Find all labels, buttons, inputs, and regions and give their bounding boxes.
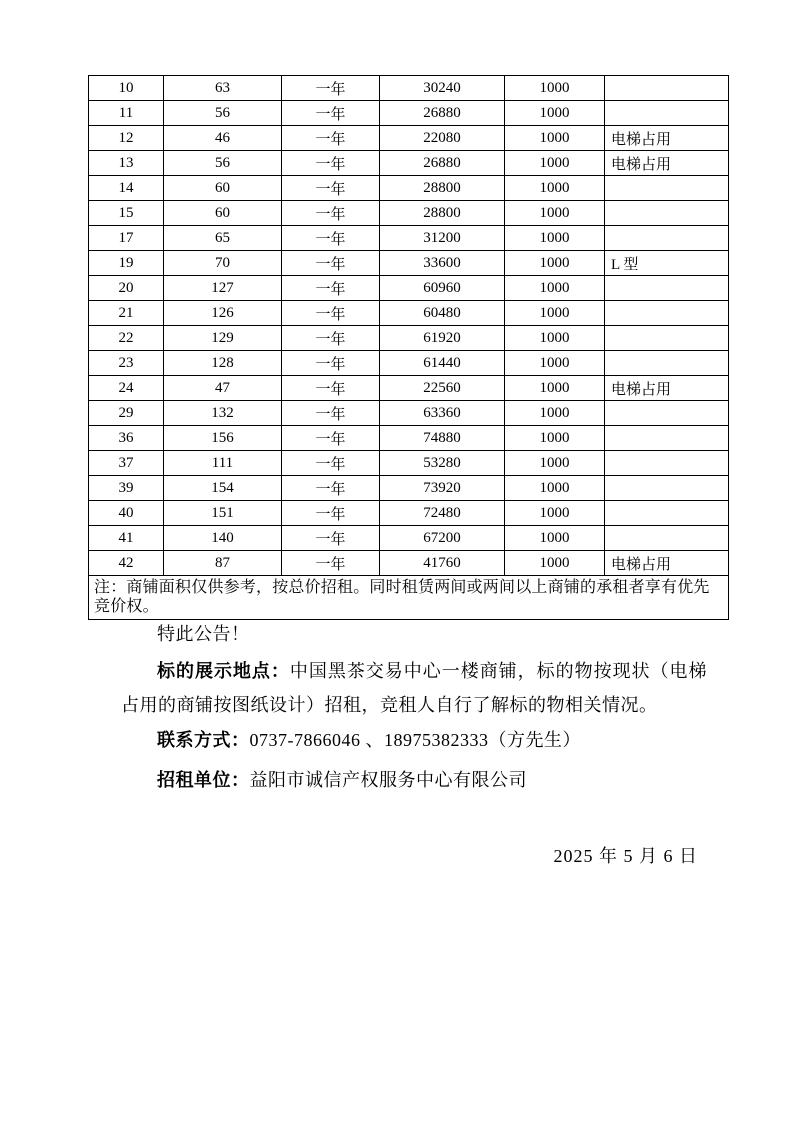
table-cell-price: 30240 bbox=[380, 76, 505, 101]
table-cell-remark bbox=[605, 226, 729, 251]
table-row bbox=[89, 451, 729, 476]
table-row bbox=[89, 226, 729, 251]
table-cell-area: 111 bbox=[164, 451, 282, 476]
table-cell-no: 37 bbox=[89, 451, 164, 476]
table-cell-remark bbox=[605, 326, 729, 351]
table-cell-term: 一年 bbox=[282, 101, 380, 126]
table-cell-deposit: 1000 bbox=[505, 201, 605, 226]
table-row bbox=[89, 76, 729, 101]
table-row bbox=[89, 251, 729, 276]
table-cell-price: 33600 bbox=[380, 251, 505, 276]
contact-paragraph bbox=[157, 730, 581, 750]
table-cell-term: 一年 bbox=[282, 526, 380, 551]
table-cell-deposit: 1000 bbox=[505, 551, 605, 576]
table-cell-term: 一年 bbox=[282, 251, 380, 276]
table-cell-area: 140 bbox=[164, 526, 282, 551]
table-cell-area: 47 bbox=[164, 376, 282, 401]
table-cell-remark bbox=[605, 451, 729, 476]
table-cell-no: 21 bbox=[89, 301, 164, 326]
table-cell-deposit: 1000 bbox=[505, 126, 605, 151]
table-cell-term: 一年 bbox=[282, 226, 380, 251]
table-cell-no: 29 bbox=[89, 401, 164, 426]
table-cell-deposit: 1000 bbox=[505, 376, 605, 401]
table-cell-no: 12 bbox=[89, 126, 164, 151]
table-cell-price: 28800 bbox=[380, 201, 505, 226]
table-cell-remark: 电梯占用 bbox=[605, 551, 729, 576]
table-row bbox=[89, 276, 729, 301]
table-cell-deposit: 1000 bbox=[505, 276, 605, 301]
table-cell-term: 一年 bbox=[282, 176, 380, 201]
date-line: 2025 年 5 月 6 日 bbox=[553, 846, 698, 866]
table-cell-no: 13 bbox=[89, 151, 164, 176]
table-cell-price: 63360 bbox=[380, 401, 505, 426]
display-location-text: 中国黑茶交易中心一楼商铺，标的物按现状（电梯占用的商铺按图纸设计）招租，竞租人自行了解标的物相关情况。 bbox=[121, 661, 707, 715]
table-cell-term: 一年 bbox=[282, 76, 380, 101]
table-cell-remark bbox=[605, 426, 729, 451]
table-cell-term: 一年 bbox=[282, 301, 380, 326]
table-cell-deposit: 1000 bbox=[505, 151, 605, 176]
table-cell-price: 22080 bbox=[380, 126, 505, 151]
display-location-label: 标的展示地点： bbox=[157, 661, 290, 681]
table-cell-area: 87 bbox=[164, 551, 282, 576]
table-cell-area: 132 bbox=[164, 401, 282, 426]
table-cell-price: 74880 bbox=[380, 426, 505, 451]
table-cell-no: 24 bbox=[89, 376, 164, 401]
shop-lots-table bbox=[88, 75, 729, 620]
table-row bbox=[89, 526, 729, 551]
table-cell-remark: 电梯占用 bbox=[605, 376, 729, 401]
table-cell-price: 31200 bbox=[380, 226, 505, 251]
table-cell-area: 46 bbox=[164, 126, 282, 151]
table-cell-no: 17 bbox=[89, 226, 164, 251]
table-cell-deposit: 1000 bbox=[505, 76, 605, 101]
table-cell-price: 67200 bbox=[380, 526, 505, 551]
table-cell-remark bbox=[605, 401, 729, 426]
table-cell-deposit: 1000 bbox=[505, 176, 605, 201]
table-row bbox=[89, 126, 729, 151]
table-cell-area: 128 bbox=[164, 351, 282, 376]
table-cell-deposit: 1000 bbox=[505, 226, 605, 251]
table-cell-term: 一年 bbox=[282, 201, 380, 226]
table-cell-remark bbox=[605, 276, 729, 301]
table-footnote: 注：商铺面积仅供参考，按总价招租。同时租赁两间或两间以上商铺的承租者享有优先竞价权。 bbox=[89, 576, 729, 620]
table-cell-deposit: 1000 bbox=[505, 351, 605, 376]
table-cell-remark bbox=[605, 176, 729, 201]
table-cell-no: 19 bbox=[89, 251, 164, 276]
table-cell-deposit: 1000 bbox=[505, 501, 605, 526]
table-row bbox=[89, 176, 729, 201]
table-cell-no: 41 bbox=[89, 526, 164, 551]
table-cell-term: 一年 bbox=[282, 326, 380, 351]
table-cell-area: 154 bbox=[164, 476, 282, 501]
table-cell-remark bbox=[605, 476, 729, 501]
table-cell-price: 60480 bbox=[380, 301, 505, 326]
table-cell-price: 22560 bbox=[380, 376, 505, 401]
table-cell-area: 70 bbox=[164, 251, 282, 276]
table-cell-price: 72480 bbox=[380, 501, 505, 526]
table-cell-price: 41760 bbox=[380, 551, 505, 576]
table-cell-price: 73920 bbox=[380, 476, 505, 501]
table-cell-remark bbox=[605, 101, 729, 126]
lots-table-footer bbox=[89, 576, 729, 620]
table-cell-no: 10 bbox=[89, 76, 164, 101]
table-cell-price: 60960 bbox=[380, 276, 505, 301]
footnote-row bbox=[89, 576, 729, 620]
table-row bbox=[89, 326, 729, 351]
table-cell-area: 127 bbox=[164, 276, 282, 301]
table-cell-no: 42 bbox=[89, 551, 164, 576]
table-cell-term: 一年 bbox=[282, 351, 380, 376]
table-cell-remark bbox=[605, 201, 729, 226]
table-cell-price: 26880 bbox=[380, 101, 505, 126]
table-cell-deposit: 1000 bbox=[505, 251, 605, 276]
table-cell-no: 11 bbox=[89, 101, 164, 126]
table-row bbox=[89, 201, 729, 226]
table-cell-term: 一年 bbox=[282, 126, 380, 151]
table-cell-term: 一年 bbox=[282, 501, 380, 526]
table-row bbox=[89, 426, 729, 451]
table-row bbox=[89, 401, 729, 426]
table-cell-deposit: 1000 bbox=[505, 326, 605, 351]
table-cell-remark bbox=[605, 301, 729, 326]
table-cell-remark bbox=[605, 501, 729, 526]
announcement-line: 特此公告！ bbox=[157, 624, 250, 644]
table-cell-no: 40 bbox=[89, 501, 164, 526]
table-row bbox=[89, 376, 729, 401]
table-cell-area: 129 bbox=[164, 326, 282, 351]
table-cell-deposit: 1000 bbox=[505, 526, 605, 551]
table-cell-term: 一年 bbox=[282, 426, 380, 451]
table-cell-price: 61920 bbox=[380, 326, 505, 351]
table-cell-area: 56 bbox=[164, 101, 282, 126]
lots-table-body bbox=[89, 76, 729, 576]
table-cell-no: 20 bbox=[89, 276, 164, 301]
table-cell-term: 一年 bbox=[282, 151, 380, 176]
table-cell-deposit: 1000 bbox=[505, 426, 605, 451]
table-cell-remark bbox=[605, 526, 729, 551]
table-cell-deposit: 1000 bbox=[505, 101, 605, 126]
table-cell-remark: 电梯占用 bbox=[605, 126, 729, 151]
organizer-text: 益阳市诚信产权服务中心有限公司 bbox=[249, 770, 527, 790]
table-cell-price: 28800 bbox=[380, 176, 505, 201]
table-cell-no: 23 bbox=[89, 351, 164, 376]
table-cell-no: 14 bbox=[89, 176, 164, 201]
table-cell-deposit: 1000 bbox=[505, 476, 605, 501]
table-cell-remark: 电梯占用 bbox=[605, 151, 729, 176]
table-cell-deposit: 1000 bbox=[505, 401, 605, 426]
table-cell-term: 一年 bbox=[282, 276, 380, 301]
table-cell-no: 39 bbox=[89, 476, 164, 501]
table-cell-remark: L 型 bbox=[605, 251, 729, 276]
table-row bbox=[89, 351, 729, 376]
display-location-paragraph bbox=[121, 654, 707, 722]
table-cell-no: 36 bbox=[89, 426, 164, 451]
table-cell-area: 151 bbox=[164, 501, 282, 526]
contact-label: 联系方式： bbox=[157, 730, 250, 750]
table-cell-term: 一年 bbox=[282, 451, 380, 476]
table-cell-price: 61440 bbox=[380, 351, 505, 376]
table-cell-no: 22 bbox=[89, 326, 164, 351]
table-cell-area: 65 bbox=[164, 226, 282, 251]
organizer-paragraph bbox=[157, 770, 527, 790]
table-cell-area: 60 bbox=[164, 201, 282, 226]
table-row bbox=[89, 501, 729, 526]
table-row bbox=[89, 301, 729, 326]
table-cell-no: 15 bbox=[89, 201, 164, 226]
organizer-label: 招租单位： bbox=[157, 770, 250, 790]
table-cell-term: 一年 bbox=[282, 401, 380, 426]
table-row bbox=[89, 101, 729, 126]
table-row bbox=[89, 551, 729, 576]
table-cell-remark bbox=[605, 351, 729, 376]
table-cell-area: 63 bbox=[164, 76, 282, 101]
table-cell-area: 56 bbox=[164, 151, 282, 176]
table-cell-area: 60 bbox=[164, 176, 282, 201]
table-cell-area: 126 bbox=[164, 301, 282, 326]
table-cell-price: 53280 bbox=[380, 451, 505, 476]
contact-text: 0737-7866046 、18975382333（方先生） bbox=[249, 730, 581, 750]
table-row bbox=[89, 476, 729, 501]
table-cell-term: 一年 bbox=[282, 476, 380, 501]
table-cell-term: 一年 bbox=[282, 551, 380, 576]
table-cell-price: 26880 bbox=[380, 151, 505, 176]
table-cell-remark bbox=[605, 76, 729, 101]
table-cell-deposit: 1000 bbox=[505, 451, 605, 476]
table-row bbox=[89, 151, 729, 176]
table-cell-area: 156 bbox=[164, 426, 282, 451]
table-cell-deposit: 1000 bbox=[505, 301, 605, 326]
table-cell-term: 一年 bbox=[282, 376, 380, 401]
